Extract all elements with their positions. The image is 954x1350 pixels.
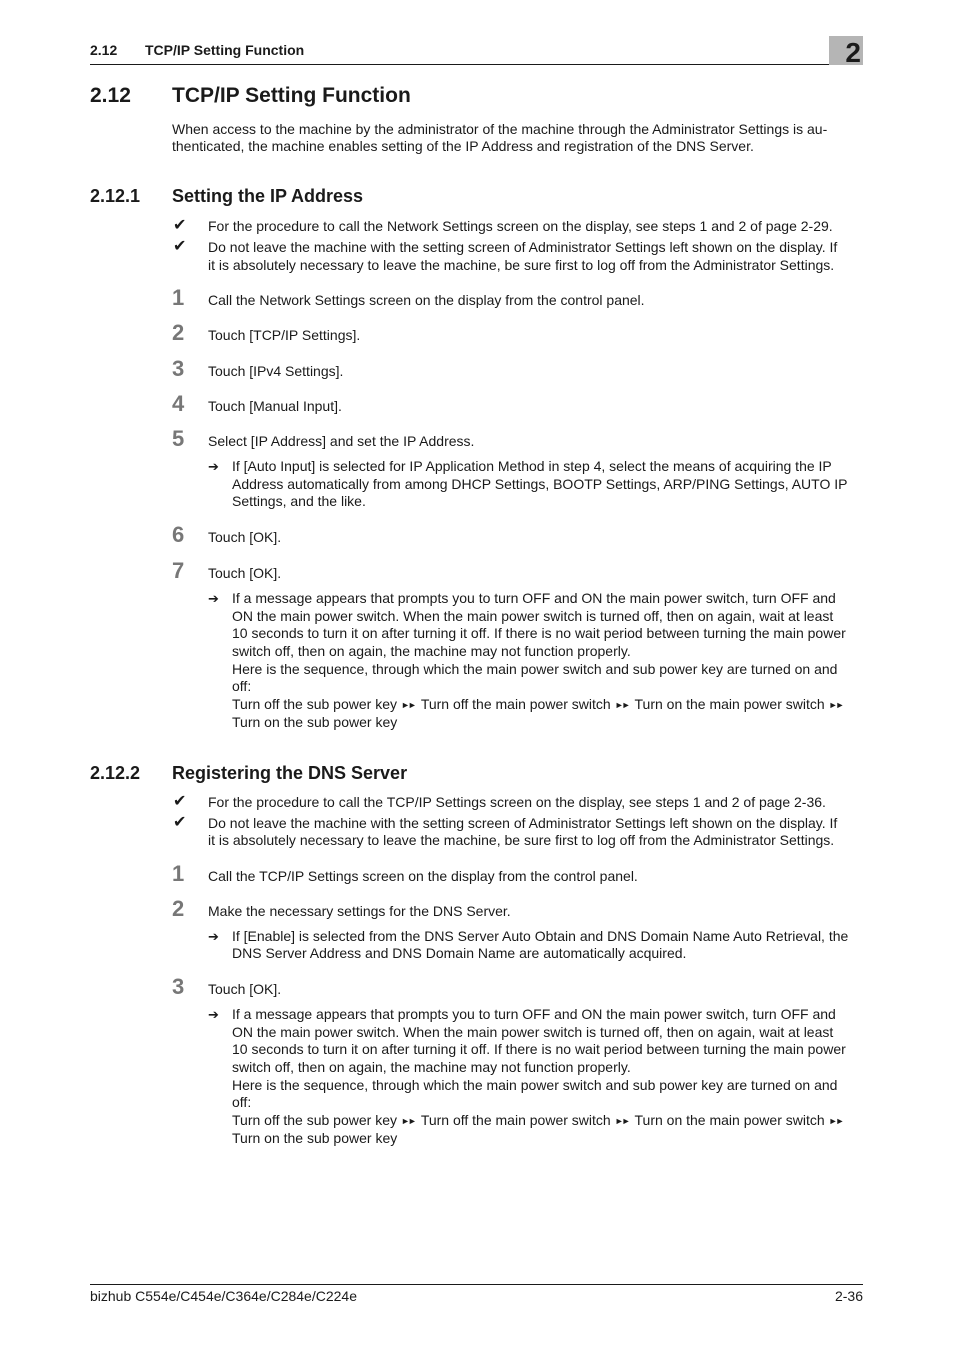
- step-text: Touch [OK].: [208, 529, 282, 545]
- check-mark-icon: ✔: [173, 814, 187, 831]
- subsection-1-title: Setting the IP Address: [172, 186, 364, 206]
- header-divider: [90, 64, 863, 65]
- double-triangle-right-icon: ►►: [828, 1116, 843, 1126]
- step-text: Touch [IPv4 Settings].: [208, 363, 344, 379]
- arrow-right-icon: ➔: [208, 929, 219, 944]
- section-title: TCP/IP Setting Function: [172, 84, 411, 107]
- step-text: Select [IP Address] and set the IP Address.: [208, 433, 475, 449]
- step-text: Touch [TCP/IP Settings].: [208, 327, 361, 343]
- step-text: Make the necessary settings for the DNS Server.: [208, 903, 511, 919]
- prereq-2-line1: Do not leave the machine with the setting screen of Administrator Settings left shown on the display. If: [208, 815, 838, 831]
- double-triangle-right-icon: ►►: [614, 700, 629, 710]
- check-mark-icon: ✔: [173, 793, 187, 810]
- prereq-2-line1: Do not leave the machine with the setting screen of Administrator Settings left shown on the display. If: [208, 239, 838, 255]
- prereq-2-line2: it is absolutely necessary to leave the machine, be sure first to log off from the Administrator Settings.: [208, 257, 835, 273]
- footer-divider: [90, 1284, 863, 1285]
- note-step7-line2: ON the main power switch. When the main power switch is turned off, then on again, wait at least: [232, 608, 834, 624]
- note-step3-line4: switch off, then on again, the machine may not function properly.: [232, 1059, 631, 1075]
- note-step7-line1: If a message appears that prompts you to turn OFF and ON the main power switch, turn OFF and: [232, 590, 836, 606]
- note-step3-line5: Here is the sequence, through which the main power switch and sub power key are turned on and: [232, 1077, 838, 1093]
- step-number: 2: [172, 320, 185, 345]
- prereq-2-line2: it is absolutely necessary to leave the machine, be sure first to log off from the Administrator Settings.: [208, 832, 835, 848]
- double-triangle-right-icon: ►►: [400, 700, 415, 710]
- step-text: Touch [OK].: [208, 565, 282, 581]
- note-step7-line3: 10 seconds to turn it on after turning it off. If there is no wait period between turning the main power: [232, 625, 846, 641]
- note-step5-line1: If [Auto Input] is selected for IP Application Method in step 4, select the means of acquiring the IP: [232, 458, 832, 474]
- power-sequence-line2: Turn on the sub power key: [232, 1130, 398, 1146]
- sequence-step: Turn on the main power switch: [634, 696, 825, 712]
- note-step3-line3: 10 seconds to turn it on after turning it off. If there is no wait period between turning the main power: [232, 1041, 846, 1057]
- power-sequence-line1: [232, 696, 862, 715]
- power-sequence-line2: Turn on the sub power key: [232, 714, 398, 730]
- check-mark-icon: ✔: [173, 238, 187, 255]
- sequence-step: Turn on the main power switch: [634, 1112, 825, 1128]
- note-step7-line6: off:: [232, 678, 252, 694]
- note-step2-line2: DNS Server Address and DNS Domain Name are automatically acquired.: [232, 945, 687, 961]
- step-number: 2: [172, 896, 185, 921]
- note-step5-line3: Settings, and the like.: [232, 493, 366, 509]
- double-triangle-right-icon: ►►: [400, 1116, 415, 1126]
- step-number: 7: [172, 558, 185, 583]
- step-number: 3: [172, 974, 185, 999]
- step-number: 5: [172, 426, 185, 451]
- section-intro-line2: thenticated, the machine enables setting of the IP Address and registration of the DNS Server.: [172, 138, 754, 154]
- header-section-number: 2.12: [90, 42, 118, 58]
- step-number: 1: [172, 285, 185, 310]
- chapter-tab: [829, 36, 863, 68]
- note-step7-line5: Here is the sequence, through which the main power switch and sub power key are turned on and: [232, 661, 838, 677]
- subsection-2-number: 2.12.2: [90, 763, 141, 783]
- step-number: 1: [172, 861, 185, 886]
- section-intro-line1: When access to the machine by the administrator of the machine through the Administrator Settings is au-: [172, 121, 828, 137]
- section-number: 2.12: [90, 84, 131, 107]
- note-step3-line1: If a message appears that prompts you to turn OFF and ON the main power switch, turn OFF and: [232, 1006, 836, 1022]
- power-sequence-line1: [232, 1112, 862, 1131]
- step-number: 3: [172, 356, 185, 381]
- footer-model-name: bizhub C554e/C454e/C364e/C284e/C224e: [90, 1288, 357, 1304]
- step-text: Touch [Manual Input].: [208, 398, 342, 414]
- arrow-right-icon: ➔: [208, 459, 219, 474]
- footer-page-number: 2-36: [834, 1288, 863, 1304]
- step-text: Call the TCP/IP Settings screen on the display from the control panel.: [208, 868, 638, 884]
- double-triangle-right-icon: ►►: [828, 700, 843, 710]
- prereq-1: For the procedure to call the Network Settings screen on the display, see steps 1 and 2 of page 2-29.: [208, 218, 833, 234]
- subsection-2-title: Registering the DNS Server: [172, 763, 408, 783]
- arrow-right-icon: ➔: [208, 1007, 219, 1022]
- note-step7-line4: switch off, then on again, the machine may not function properly.: [232, 643, 631, 659]
- subsection-1-number: 2.12.1: [90, 186, 141, 206]
- check-mark-icon: ✔: [173, 217, 187, 234]
- step-number: 6: [172, 522, 185, 547]
- prereq-1: For the procedure to call the TCP/IP Settings screen on the display, see steps 1 and 2 of page 2-36.: [208, 794, 826, 810]
- chapter-number: 2: [845, 37, 861, 68]
- arrow-right-icon: ➔: [208, 591, 219, 606]
- note-step3-line2: ON the main power switch. When the main power switch is turned off, then on again, wait at least: [232, 1024, 834, 1040]
- sequence-step: Turn off the main power switch: [420, 696, 611, 712]
- note-step5-line2: Address automatically from among DHCP Settings, BOOTP Settings, ARP/PING Settings, AUTO IP: [232, 476, 848, 492]
- step-text: Touch [OK].: [208, 981, 282, 997]
- sequence-step: Turn off the sub power key: [232, 696, 397, 712]
- step-text: Call the Network Settings screen on the display from the control panel.: [208, 292, 645, 308]
- note-step3-line6: off:: [232, 1094, 252, 1110]
- header-section-title: TCP/IP Setting Function: [145, 42, 305, 58]
- step-number: 4: [172, 391, 185, 416]
- note-step2-line1: If [Enable] is selected from the DNS Server Auto Obtain and DNS Domain Name Auto Retrieval, the: [232, 928, 849, 944]
- double-triangle-right-icon: ►►: [614, 1116, 629, 1126]
- sequence-step: Turn off the sub power key: [232, 1112, 397, 1128]
- sequence-step: Turn off the main power switch: [420, 1112, 611, 1128]
